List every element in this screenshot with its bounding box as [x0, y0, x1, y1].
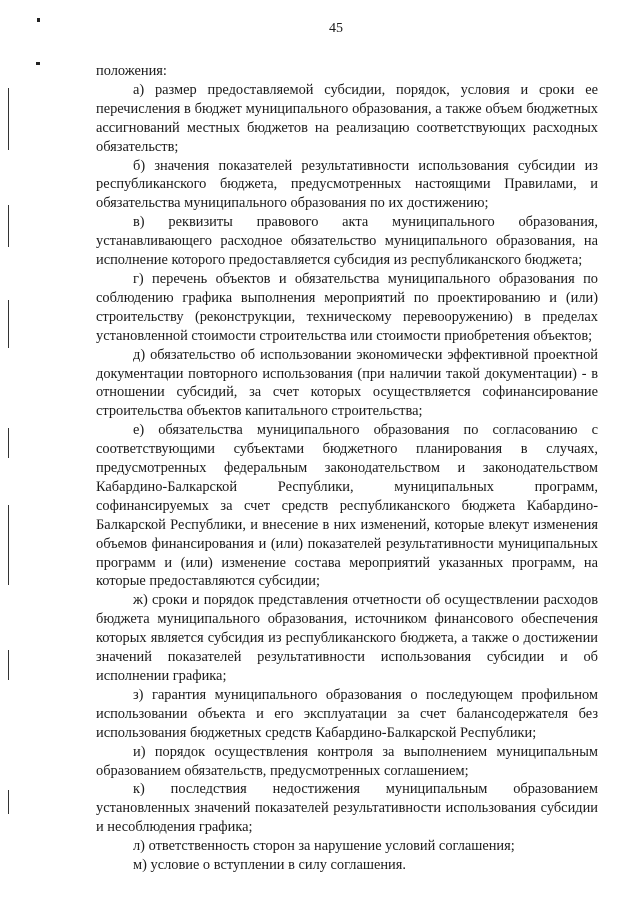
- paragraph-i: и) порядок осуществления контроля за выполнением муниципальным образованием обязательств, предусмотренных соглашением;: [96, 743, 598, 779]
- paragraph-zh: ж) сроки и порядок представления отчетности об осуществлении расходов бюджета муниципального образования, источником финансового обеспечения которых является субсидия из республиканского бюджета, а также о достижении значений показателей результативности использования субсидии и об исполнении графика;: [96, 592, 598, 684]
- paragraph-l: л) ответственность сторон за нарушение условий соглашения;: [133, 838, 515, 855]
- paragraph-a: а) размер предоставляемой субсидии, порядок, условия и сроки ее перечисления в бюджет муниципального образования, а также объем бюджетных ассигнований местных бюджетов на реализацию соответствующих расходных обязательств;: [96, 81, 598, 155]
- page-number: 45: [329, 21, 343, 36]
- margin-mark-3: [8, 300, 9, 348]
- paragraph-k: к) последствия недостижения муниципальным образованием установленных значений показателей результативности использования субсидии и несоблюдения графика;: [96, 781, 598, 836]
- margin-mark-6: [8, 650, 9, 680]
- paragraph-v: в) реквизиты правового акта муниципального образования, устанавливающего расходное обязательство муниципального образования, на исполнение которого предоставляется субсидия из республиканского бюджета;: [96, 214, 598, 269]
- paragraph-d: д) обязательство об использовании экономически эффективной проектной документации повторного использования (при наличии такой документации) - в отношении субсидий, за счет которых осуществляется софинансирование строительства объектов капитального строительства;: [96, 346, 598, 420]
- paragraph-g: г) перечень объектов и обязательства муниципального образования по соблюдению графика выполнения мероприятий по проектированию и (или) строительству (реконструкции, техническому перевооружению) в пределах установленной стоимости строительства или стоимости приобретения объектов;: [96, 270, 598, 344]
- document-body: [96, 62, 598, 875]
- margin-mark-1: [8, 88, 9, 150]
- margin-mark-4: [8, 428, 9, 458]
- paragraph-intro: положения:: [96, 63, 167, 79]
- paragraph-b: б) значения показателей результативности использования субсидии из республиканского бюджета, предусмотренных настоящими Правилами, и обязательства муниципального образования по их достижению;: [96, 157, 598, 212]
- scan-mark-second: [36, 62, 40, 65]
- margin-mark-7: [8, 790, 9, 814]
- paragraph-m: м) условие о вступлении в силу соглашения.: [133, 857, 406, 874]
- margin-mark-5: [8, 505, 9, 585]
- paragraph-e: е) обязательства муниципального образования по согласованию с соответствующими субъектами бюджетного планирования в случаях, предусмотренных федеральным законодательством и законодательством Кабардино-Балкарской Республики, муниципальных программ, софинансируемых за счет средств республиканского бюджета Кабардино-Балкарской Республики, и внесение в них изменений, которые влекут изменения объемов финансирования и (или) показателей результативности муниципальных программ и (или) изменение состава мероприятий указанных программ, на которые предоставляются субсидии;: [96, 422, 598, 590]
- margin-mark-2: [8, 205, 9, 247]
- paragraph-z: з) гарантия муниципального образования о последующем профильном использовании объекта и его эксплуатации за счет балансодержателя без использования бюджетных средств Кабардино-Балкарской Республики;: [96, 686, 598, 741]
